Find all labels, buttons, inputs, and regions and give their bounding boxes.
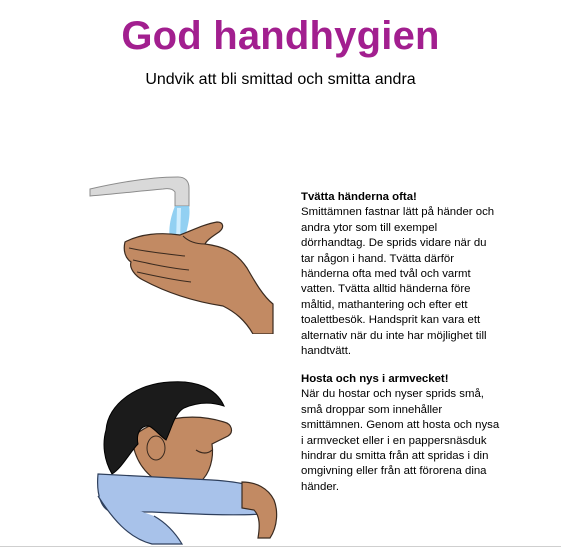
section-body: När du hostar och nyser sprids små, små droppar som innehåller smittämnen. Genom att hosta och nysa i armvecket eller i en pappersnäsduk hindrar du smitta från att spridas i din omgivning eller från att förorena dina händer. <box>301 388 500 493</box>
section-heading: Hosta och nys i armvecket! <box>301 373 449 385</box>
ear-icon <box>147 436 165 460</box>
section-cough-sneeze <box>301 372 501 495</box>
page-subtitle: Undvik att bli smittad och smitta andra <box>145 71 416 88</box>
hand-icon <box>124 222 273 334</box>
section-wash-hands <box>301 190 501 359</box>
sneeze-in-elbow-illustration <box>92 378 292 546</box>
faucet-hand-illustration <box>85 172 275 334</box>
section-heading: Tvätta händerna ofta! <box>301 191 417 203</box>
bottom-divider <box>0 546 561 547</box>
page-title: God handhygien <box>121 14 440 58</box>
section-body: Smittämnen fastnar lätt på händer och andra ytor som till exempel dörrhandtag. De sprids vidare när du tar någon i hand. Tvätta därför händerna ofta med tvål och varmt vatten. Tvätta alltid händerna före måltid, mathantering och efter ett toalettbesök. Handsprit kan vara ett alternativ när du inte har möjlighet till handtvätt. <box>301 206 495 358</box>
faucet-icon <box>90 177 189 206</box>
